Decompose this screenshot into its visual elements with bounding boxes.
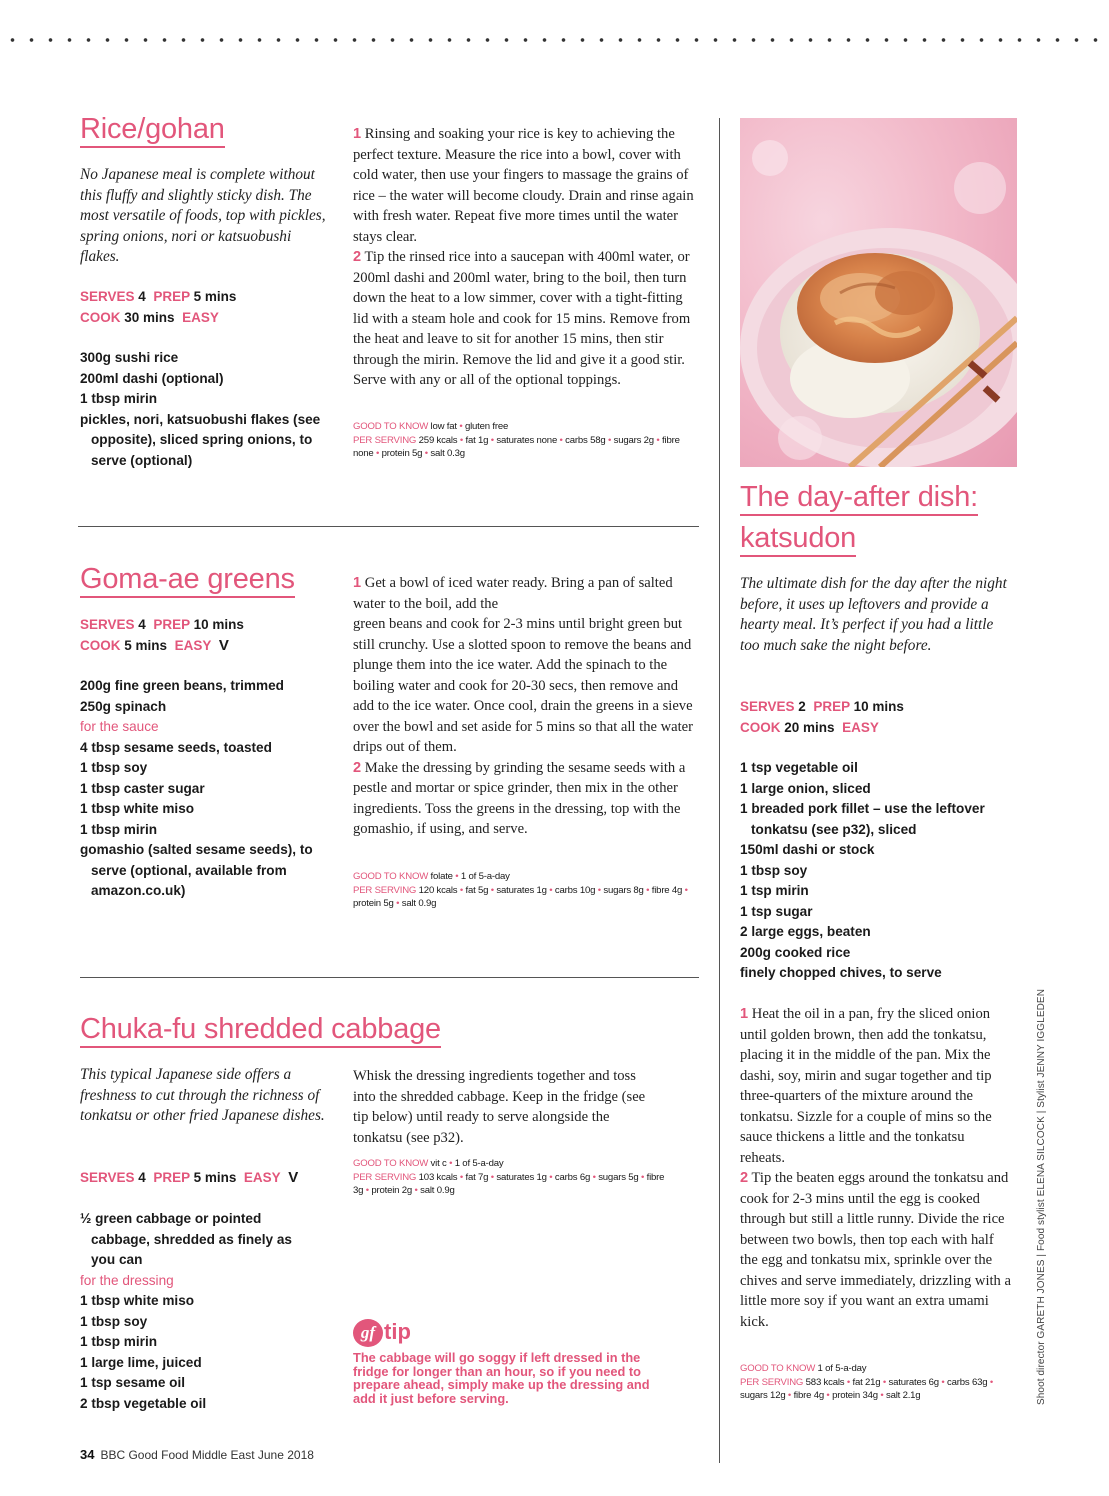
rice-meta: SERVES 4 PREP 5 mins COOK 30 mins EASY [80, 289, 237, 325]
page-footer: 34 BBC Good Food Middle East June 2018 [80, 1447, 314, 1462]
katsudon-meta: SERVES 2 PREP 10 mins COOK 20 mins EASY [740, 699, 904, 735]
chuka-method: Whisk the dressing ingredients together and toss into the shredded cabbage. Keep in the fridge (see tip below) until ready to serve alongside the tonkatsu (see p32). [353, 1068, 646, 1146]
katsudon-intro: The ultimate dish for the day after the night before, it uses up leftovers and provide a hearty meal. It’s perfect if you had a little too much sake the night before. [740, 575, 1007, 654]
tip-heading: gf tip [353, 1319, 411, 1347]
chuka-ingredients: ½ green cabbage or pointed cabbage, shredded as finely as you can for the dressing 1 tbsp white miso 1 tbsp soy 1 tbsp mirin 1 large lime, juiced 1 tsp sesame oil 2 tbsp vegetable oil [80, 1211, 292, 1411]
katsudon-nutrition: GOOD TO KNOW 1 of 5-a-day PER SERVING 583 kcals • fat 21g • saturates 6g • carbs 63g • sugars 12g • fibre 4g • protein 34g • salt 2.1g [740, 1363, 994, 1401]
divider [78, 526, 699, 527]
rice-ingredients: 300g sushi rice 200ml dashi (optional) 1 tbsp mirin pickles, nori, katsuobushi flakes (see opposite), sliced spring onions, to serve (optional) [80, 350, 321, 468]
chuka-intro: This typical Japanese side offers a freshness to cut through the richness of tonkatsu or other fried Japanese dishes. [80, 1066, 325, 1124]
gluten-free-icon: gf [353, 1319, 383, 1347]
page-number: 34 [80, 1447, 95, 1462]
goma-title: Goma-ae greens [80, 562, 295, 597]
katsudon-ingredients: 1 tsp vegetable oil 1 large onion, sliced 1 breaded pork fillet – use the leftover tonkatsu (see p32), sliced 150ml dashi or stock 1 tbsp soy 1 tsp mirin 1 tsp sugar 2 large eggs, beaten 200g cooked rice finely chopped chives, to serve [740, 760, 985, 980]
rice-method: 1 Rinsing and soaking your rice is key to achieving the perfect texture. Measure the rice into a bowl, cover with cold water, then use your fingers to massage the grains of rice – the water will become cloudy. Drain and rinse again with fresh water. Repeat five more times until the water stays clear. 2 Tip the rinsed rice into a saucepan with 400ml water, or 200ml dashi and 200ml water, bring to the boil, then turn down the heat to a low simmer, cover with a tight-fitting lid with a steam hole and cook for 15 mins. Remove from the heat and leave to sit for another 15 mins, then stir through the mirin. Remove the lid and give it a good stir. Serve with any or all of the optional toppings. [353, 126, 694, 388]
goma-meta: SERVES 4 PREP 10 mins COOK 5 mins EASY V [80, 617, 244, 654]
dotted-rule [0, 34, 1109, 46]
chuka-meta: SERVES 4 PREP 5 mins EASY V [80, 1169, 299, 1186]
rice-title: Rice/gohan [80, 112, 225, 147]
column-rule [719, 118, 720, 1463]
chuka-title: Chuka-fu shredded cabbage [80, 1012, 441, 1047]
photo-credit: Shoot director GARETH JONES | Food stylist ELENA SILCOCK | Stylist JENNY IGGLEDEN [1036, 988, 1047, 1405]
tip-text: The cabbage will go soggy if left dressed in the fridge for longer than an hour, so if you need to prepare ahead, simply make up the dressing and add it just before serving. [353, 1350, 650, 1406]
rice-nutrition: GOOD TO KNOW low fat • gluten free PER SERVING 259 kcals • fat 1g • saturates none • carbs 58g • sugars 2g • fibre none • protein 5g • salt 0.3g [353, 421, 680, 459]
divider [80, 977, 699, 978]
goma-method: 1 Get a bowl of iced water ready. Bring a pan of salted water to the boil, add the green beans and cook for 2-3 mins until bright green but still crunchy. Use a slotted spoon to remove the beans and plunge them into the ice water. Add the spinach to the boiling water and cook for 20-30 secs, then remove and add to the ice water. Once cool, drain the greens in a sieve over the bowl and set aside for 5 mins so that all the water drips out of them. 2 Make the dressing by grinding the sesame seeds with a pestle and mortar or spice grinder, then mix in the other ingredients. Toss the greens in the dressing, top with the gomashio, if using, and serve. [353, 575, 694, 837]
goma-ingredients: 200g fine green beans, trimmed 250g spinach for the sauce 4 tbsp sesame seeds, toasted 1 tbsp soy 1 tbsp caster sugar 1 tbsp white miso 1 tbsp mirin gomashio (salted sesame seeds), to serve (optional, available from amazon.co.uk) [80, 678, 313, 898]
katsudon-method: 1 Heat the oil in a pan, fry the sliced onion until golden brown, then add the tonkatsu, placing it in the middle of the pan. Mix the dashi, soy, mirin and sugar together and tip three-quarters of the mixture around the tonkatsu. Sizzle for a couple of mins so the sauce thickens a little and the tonkatsu reheats. 2 Tip the beaten eggs around the tonkatsu and cook for 2-3 mins until the egg is cooked through but still a little runny. Divide the rice between two bowls, then top each with half the egg and tonkatsu mix, sprinkle over the chives and serve immediately, drizzling with a little more soy if you want an extra umami kick. [740, 1006, 1011, 1330]
rice-intro: No Japanese meal is complete without this fluffy and slightly sticky dish. The most versatile of foods, top with pickles, spring onions, nori or katsuobushi flakes. [80, 166, 326, 265]
katsudon-title: The day-after dish: katsudon [740, 480, 978, 556]
chuka-nutrition: GOOD TO KNOW vit c • 1 of 5-a-day PER SERVING 103 kcals • fat 7g • saturates 1g • carbs 6g • sugars 5g • fibre 3g • protein 2g • salt 0.9g [353, 1158, 665, 1196]
goma-nutrition: GOOD TO KNOW folate • 1 of 5-a-day PER SERVING 120 kcals • fat 5g • saturates 1g • carbs 10g • sugars 8g • fibre 4g • protein 5g • salt 0.9g [353, 871, 688, 909]
katsudon-photo [740, 118, 1017, 467]
